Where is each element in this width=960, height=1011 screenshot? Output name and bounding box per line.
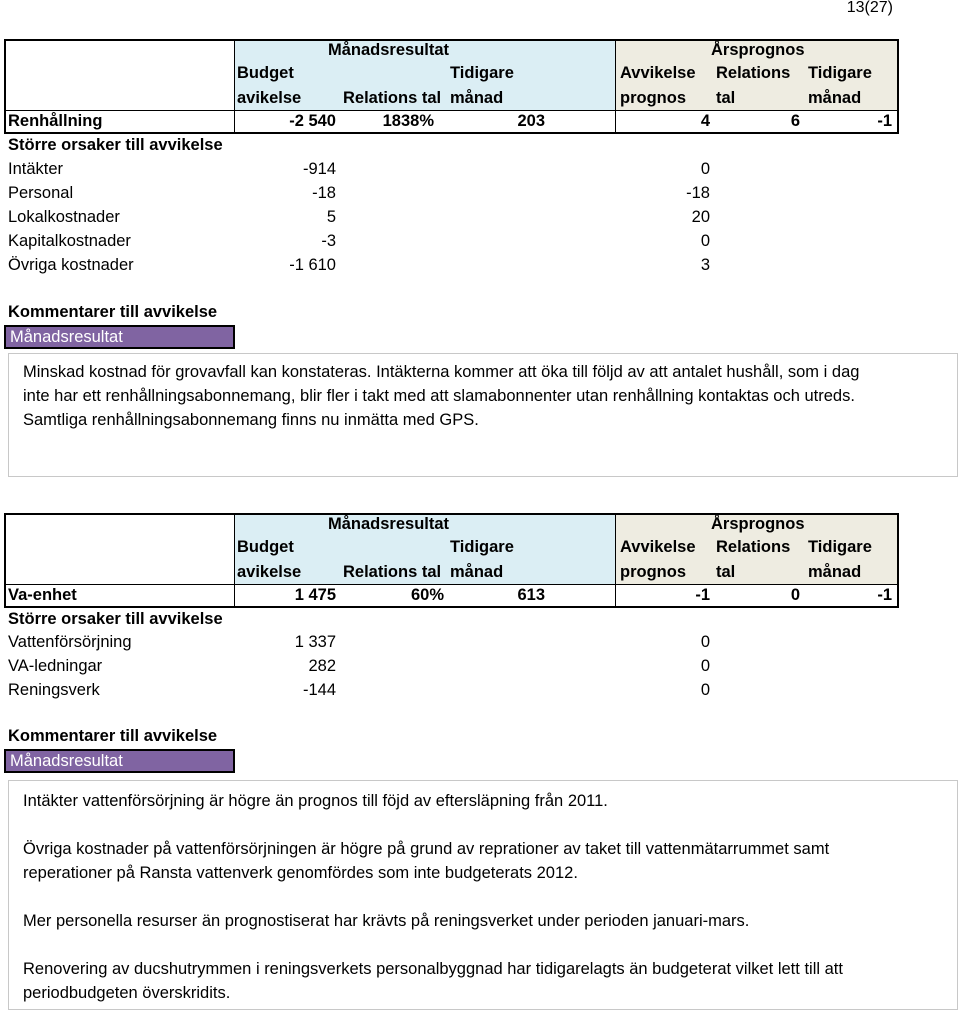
- causes-heading: Större orsaker till avvikelse: [8, 136, 223, 154]
- header-prognos: prognos: [620, 563, 686, 581]
- cause-label: Övriga kostnader: [8, 256, 134, 274]
- cause-forecast: 0: [700, 232, 710, 250]
- comment-line: periodbudgeten överskridits.: [23, 984, 231, 1002]
- header-monthly: Månadsresultat: [328, 41, 450, 59]
- header-previous: Tidigare: [450, 64, 514, 82]
- cause-budget: -914: [302, 160, 336, 178]
- comment-line: Övriga kostnader på vattenförsörjningen är högre på grund av reprationer av taket till vattenmätarrummet samt: [23, 840, 830, 858]
- cause-forecast: 0: [700, 681, 710, 699]
- cause-budget: 282: [308, 657, 336, 675]
- header-month: månad: [450, 89, 504, 107]
- cause-budget: -18: [312, 184, 336, 202]
- header-prognos: prognos: [620, 89, 686, 107]
- unit-previous-month: 203: [517, 112, 545, 130]
- header-budget: Budget: [237, 64, 294, 82]
- unit-budget-deviation: 1 475: [294, 586, 336, 604]
- unit-forecast-previous: -1: [877, 586, 892, 604]
- unit-name: Va-enhet: [8, 586, 77, 604]
- comments-heading: Kommentarer till avvikelse: [8, 303, 218, 321]
- header-deviation: avikelse: [237, 89, 302, 107]
- cause-label: Vattenförsörjning: [8, 633, 132, 651]
- comment-line: reperationer på Ransta vattenverk genomfördes som inte budgeterats 2012.: [23, 864, 578, 882]
- comments-box: [8, 353, 958, 477]
- comment-line: Samtliga renhållningsabonnemang finns nu inmätta med GPS.: [23, 411, 479, 429]
- header-budget: Budget: [237, 538, 294, 556]
- comment-line: inte har ett renhållningsabonnemang, blir fler i takt med att slamabonnenter utan renhållning kontaktas och utreds.: [23, 387, 855, 405]
- header-month2: månad: [808, 89, 862, 107]
- header-yearly: Årsprognos: [711, 515, 805, 533]
- cause-budget: -144: [302, 681, 336, 699]
- cause-budget: 5: [326, 208, 336, 226]
- cause-budget: 1 337: [294, 633, 336, 651]
- unit-name: Renhållning: [8, 112, 103, 130]
- page-number: 13(27): [846, 0, 893, 16]
- header-month2: månad: [808, 563, 862, 581]
- cause-label: VA-ledningar: [8, 657, 103, 675]
- header-deviation: avikelse: [237, 563, 302, 581]
- header-avvikelse: Avvikelse: [620, 64, 696, 82]
- cause-budget: -1 610: [289, 256, 336, 274]
- header-previous: Tidigare: [450, 538, 514, 556]
- comment-line: Intäkter vattenförsörjning är högre än prognos till föjd av eftersläpning från 2011.: [23, 792, 608, 810]
- cause-forecast: 0: [700, 657, 710, 675]
- cause-label: Personal: [8, 184, 74, 202]
- header-relations-tal: Relations tal: [343, 89, 442, 107]
- header-previous2: Tidigare: [808, 538, 872, 556]
- unit-relations-tal: 1838%: [382, 112, 434, 130]
- cause-forecast: 3: [700, 256, 710, 274]
- cause-forecast: 0: [700, 633, 710, 651]
- header-monthly: Månadsresultat: [328, 515, 450, 533]
- comments-tab: [4, 749, 235, 773]
- header-relations: Relations: [716, 538, 791, 556]
- unit-relations-tal: 60%: [410, 586, 444, 604]
- causes-heading: Större orsaker till avvikelse: [8, 610, 223, 628]
- cause-forecast: 0: [700, 160, 710, 178]
- unit-forecast-deviation: 4: [700, 112, 710, 130]
- header-relations-tal: Relations tal: [343, 563, 442, 581]
- header-yearly: Årsprognos: [711, 41, 805, 59]
- header-tal: tal: [716, 563, 736, 581]
- unit-forecast-previous: -1: [877, 112, 892, 130]
- comment-line: Renovering av ducshutrymmen i reningsverkets personalbyggnad har tidigarelagts än budgeterat vilket lett till att: [23, 960, 843, 978]
- cause-forecast: 20: [691, 208, 710, 226]
- comment-line: Mer personella resurser än prognostiserat har krävts på reningsverket under perioden januari-mars.: [23, 912, 750, 930]
- cause-label: Intäkter: [8, 160, 64, 178]
- header-avvikelse: Avvikelse: [620, 538, 696, 556]
- cause-label: Reningsverk: [8, 681, 100, 699]
- comments-tab: [4, 325, 235, 349]
- header-tal: tal: [716, 89, 736, 107]
- header-month: månad: [450, 563, 504, 581]
- header-previous2: Tidigare: [808, 64, 872, 82]
- unit-previous-month: 613: [517, 586, 545, 604]
- comments-box: [8, 780, 958, 1010]
- comments-heading: Kommentarer till avvikelse: [8, 727, 218, 745]
- comments-tab-label: Månadsresultat: [10, 328, 123, 346]
- header-relations: Relations: [716, 64, 791, 82]
- unit-forecast-relations: 6: [790, 112, 800, 130]
- comment-line: Minskad kostnad för grovavfall kan konstateras. Intäkterna kommer att öka till följd av att antalet hushåll, som i dag: [23, 363, 860, 381]
- cause-label: Kapitalkostnader: [8, 232, 131, 250]
- cause-forecast: -18: [686, 184, 710, 202]
- comments-tab-label: Månadsresultat: [10, 752, 123, 770]
- cause-label: Lokalkostnader: [8, 208, 120, 226]
- unit-forecast-deviation: -1: [695, 586, 710, 604]
- cause-budget: -3: [321, 232, 336, 250]
- unit-forecast-relations: 0: [790, 586, 800, 604]
- unit-budget-deviation: -2 540: [289, 112, 336, 130]
